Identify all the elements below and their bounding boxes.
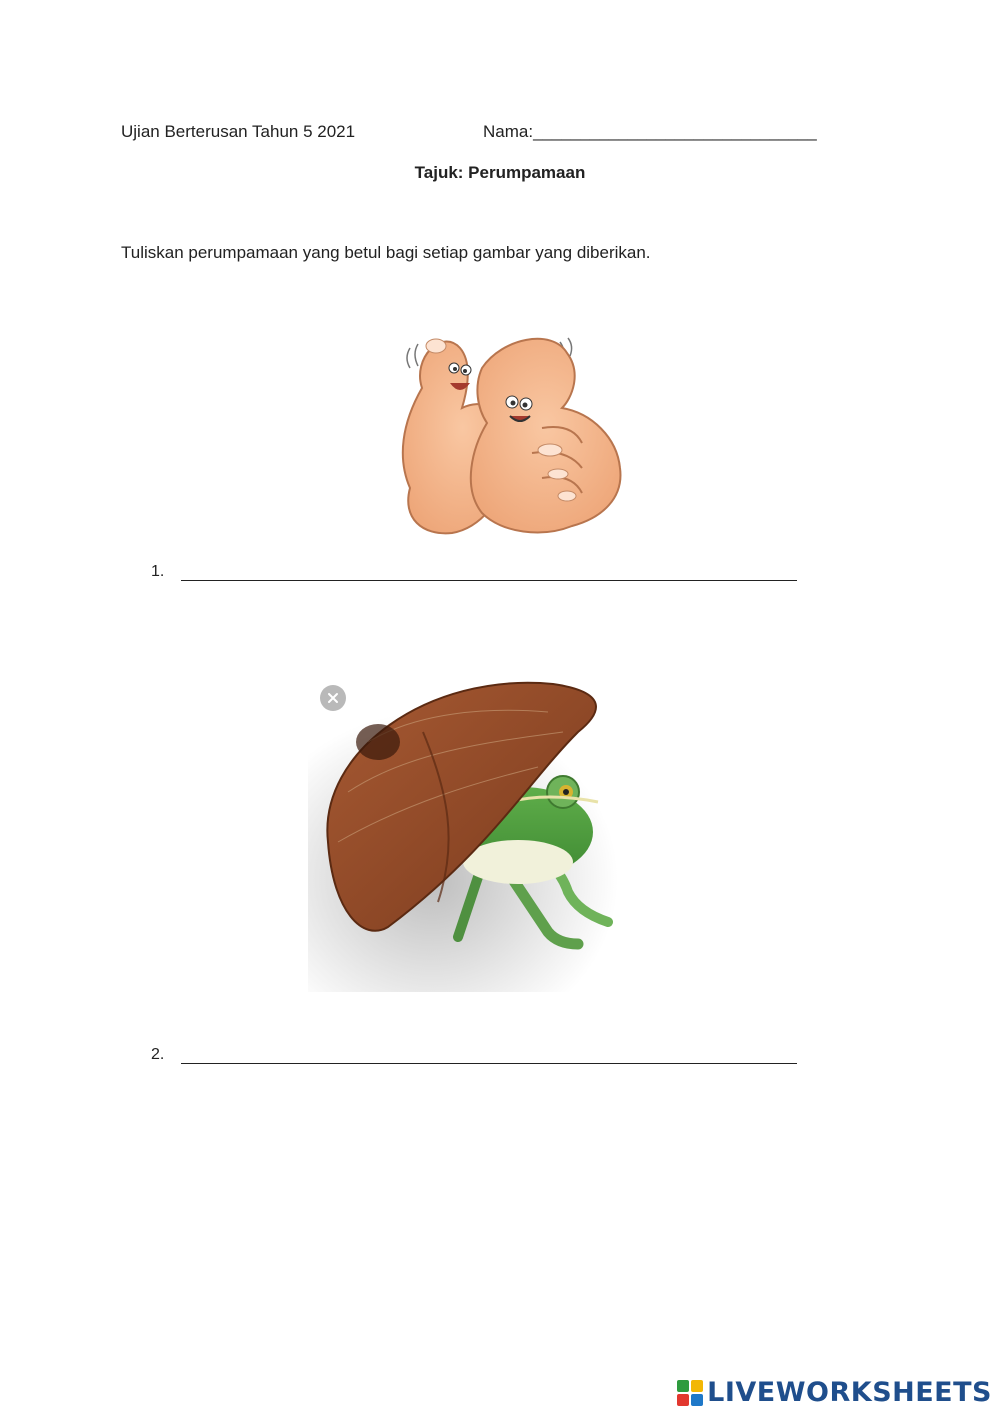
page-title: Tajuk: Perumpamaan [414, 163, 586, 182]
answer-line-1[interactable] [181, 580, 797, 581]
name-label: Nama:______________________________ [483, 122, 817, 141]
question-number-1: 1. [151, 563, 165, 580]
question-number-2: 2. [151, 1046, 165, 1063]
brand-name: LIVEWORKSHEETS [707, 1377, 992, 1408]
answer-line-2[interactable] [181, 1063, 797, 1064]
brand-grid-icon [677, 1380, 703, 1406]
brand-logo [677, 1377, 992, 1408]
exam-title: Ujian Berterusan Tahun 5 2021 [121, 122, 356, 141]
frog-coconut-image [308, 672, 618, 992]
thumbs-image [392, 328, 632, 540]
instruction-text: Tuliskan perumpamaan yang betul bagi setiap gambar yang diberikan. [121, 243, 651, 262]
remove-image-button[interactable] [320, 685, 346, 711]
close-icon [327, 692, 339, 704]
